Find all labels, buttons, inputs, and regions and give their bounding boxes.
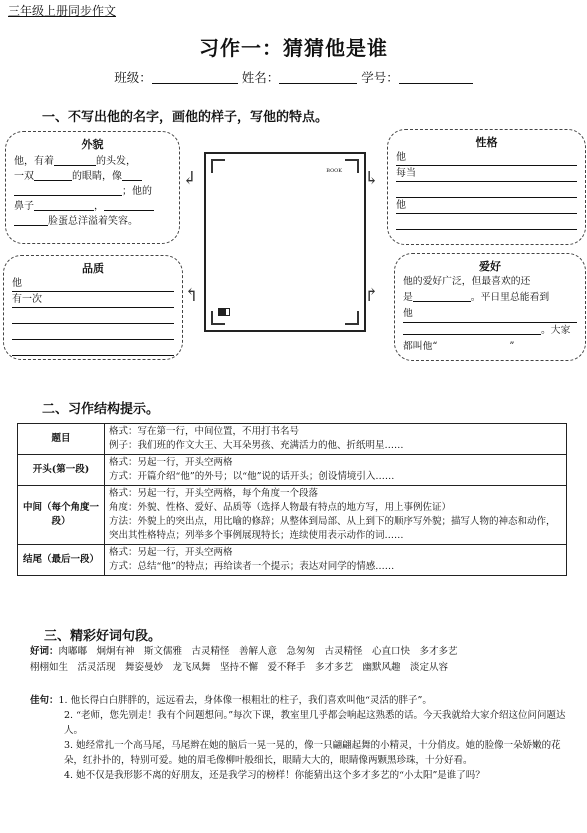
personality-box: 性格 他 每当 他	[387, 129, 586, 245]
arrow-icon: ↱	[364, 285, 380, 306]
table-row: 题目 格式：写在第一行，中间位置，不用打书名号 例子：我们班的作文大王、大耳朵男孩、充满活力的他、折纸明星……	[18, 424, 567, 455]
blank[interactable]	[54, 154, 96, 166]
blank[interactable]	[34, 199, 94, 211]
blank[interactable]	[14, 184, 122, 196]
page-title: 习作一：猜猜他是谁	[199, 36, 388, 60]
table-row: 中间（每个角度一段） 格式：另起一行，开头空两格，每个角度一个段落 角度：外貌、性格、爱好、品质等（选择人物最有特点的地方写，用上事例佐证） 方法：外貌上的突出点，用比喻的修辞；从整体到局部、从上到下的顺序写外貌；描写人物的神态和动作，突出其性格特点；列举多个事例展现特长；连续使用表示动作的词……	[18, 486, 567, 545]
frame-corner	[211, 159, 225, 173]
blank[interactable]	[34, 169, 72, 181]
frame-corner	[345, 311, 359, 325]
photo-tag: BOOK	[326, 168, 342, 174]
section3-heading: 三、精彩好词句段。	[44, 629, 162, 644]
hobby-box: 爱好 他的爱好广泛，但最喜欢的还 是 。平日里总能看到 他 。大家 都叫他“ ”	[394, 253, 586, 361]
arrow-icon: ↳	[364, 168, 380, 189]
name-label: 姓名：	[241, 70, 280, 85]
personality-title: 性格	[475, 136, 498, 149]
blank[interactable]	[14, 214, 48, 226]
section1-heading: 一、不写出他的名字，画他的样子，写他的特点。	[42, 110, 329, 125]
table-row: 结尾（最后一段） 格式：另起一行，开头空两格 方式：总结“他”的特点；再给读者一个提示；表达对同学的情感……	[18, 545, 567, 576]
class-field[interactable]	[152, 71, 238, 84]
id-label: 学号：	[361, 70, 399, 85]
arrow-icon: ↲	[182, 168, 198, 189]
good-sentences: 佳句：1. 他长得白白胖胖的，远远看去，身体像一根粗壮的柱子，我们喜欢叫他“灵活的胖子”。 2. “老师，您先别走！我有个问题想问。”每次下课，教室里几乎都会响起这熟悉的话。今天我就给大家介绍这位问问题达人。 3. 她经常扎一个高马尾，马尾辫在她的脑后一晃一晃的，像一只翩翩起舞的小精灵，十分俏皮。她的脸像一朵娇嫩的花朵，红扑扑的，特别可爱。她的眉毛像柳叶般细长，眼睛大大的，眼睛像两颗黑珍珠，十分好看。 4. 她不仅是我形影不离的好朋友，还是我学习的榜样！你能猜出这个多才多艺的“小太阳”是谁了吗？	[30, 695, 566, 781]
battery-icon	[218, 308, 230, 316]
blank[interactable]	[403, 323, 541, 335]
arrow-icon: ↰	[184, 285, 200, 306]
name-field[interactable]	[279, 71, 357, 84]
drawing-frame[interactable]	[204, 152, 366, 332]
class-label: 班级：	[114, 70, 152, 85]
frame-corner	[345, 159, 359, 173]
section2-heading: 二、习作结构提示。	[42, 402, 160, 417]
id-field[interactable]	[399, 71, 473, 84]
student-info	[0, 68, 587, 86]
good-words: 好词：肉嘟嘟 炯炯有神 斯文儒雅 古灵精怪 善解人意 急匆匆 古灵精怪 心直口快 多才多艺 栩栩如生 活灵活现 舞姿曼妙 龙飞凤舞 坚持不懈 爱不释手 多才多艺 幽默风趣 淡定从容	[30, 646, 458, 673]
series-header: 三年级上册同步作文	[8, 4, 117, 18]
blank[interactable]	[413, 290, 471, 302]
appearance-title: 外貌	[81, 138, 104, 151]
structure-table	[17, 423, 567, 576]
hobby-title: 爱好	[479, 260, 501, 273]
appearance-box: 外貌 他，有着 的头发， 一双 的眼睛，像 ；他的 鼻子 ， 脸蛋总洋溢着笑容。	[5, 131, 180, 244]
blank[interactable]	[104, 199, 154, 211]
quality-title: 品质	[82, 262, 104, 275]
blank[interactable]	[122, 169, 142, 181]
table-row: 开头(第一段) 格式：另起一行，开头空两格 方式：开篇介绍“他”的外号；以“他”说的话开头；创设情境引入……	[18, 455, 567, 486]
quality-box: 品质 他 有一次	[3, 255, 183, 360]
